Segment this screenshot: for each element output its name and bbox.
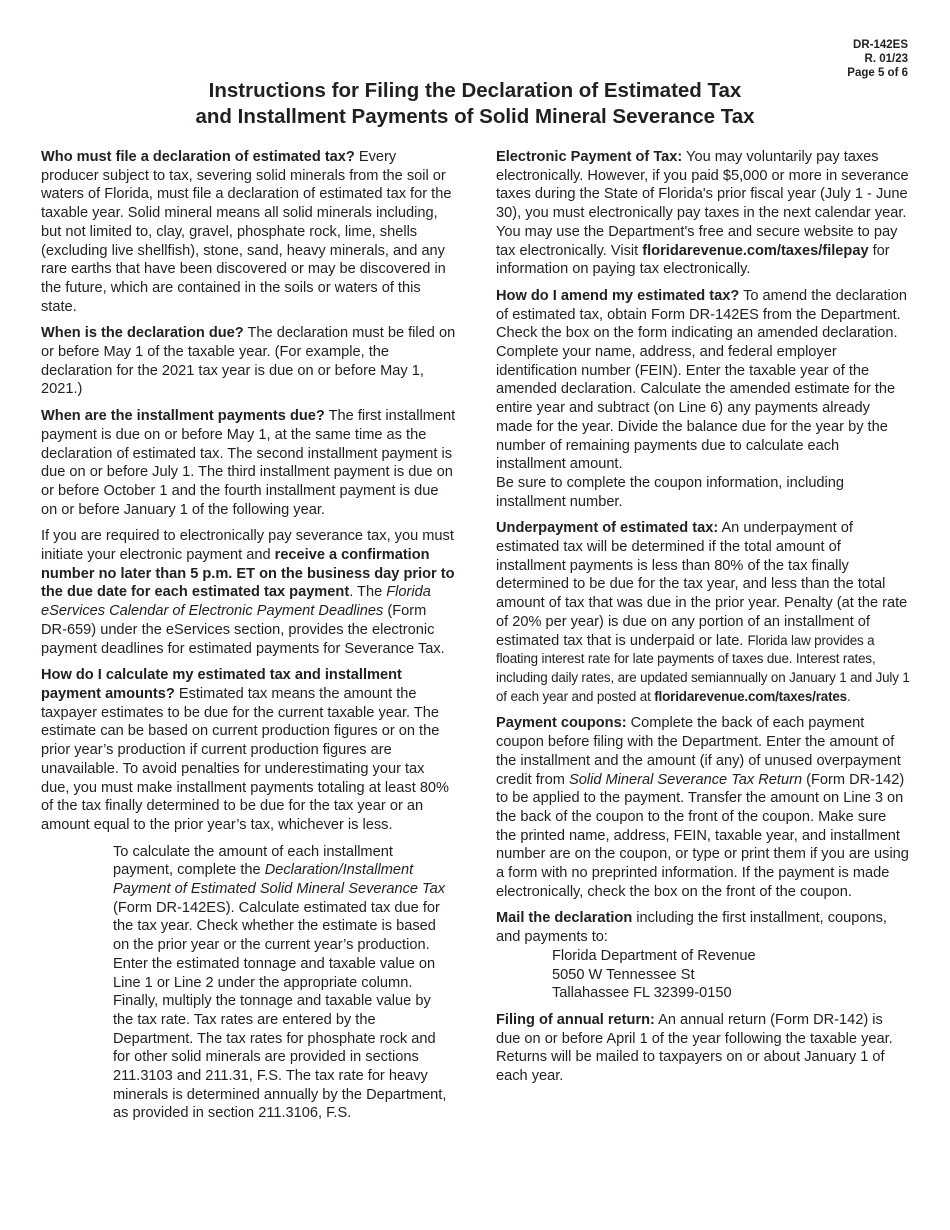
who-must-file-heading: Who must file a declaration of estimated tax? (41, 149, 355, 165)
address-line-2: 5050 W Tennessee St (552, 966, 695, 983)
page-title (0, 78, 950, 130)
rates-link[interactable]: floridarevenue.com/taxes/rates (654, 688, 847, 704)
calculate-estimate-heading: How do I calculate my estimated tax and installment payment amounts? (41, 667, 402, 702)
declaration-due-heading: When is the declaration due? (41, 325, 244, 342)
electronic-deadline-text-2: . The (349, 584, 387, 601)
return-form-title: Solid Mineral Severance Tax Return (568, 771, 803, 788)
installment-calculation-section (113, 843, 453, 1124)
right-column (496, 148, 910, 1094)
form-number: DR-142ES (853, 39, 908, 51)
declaration-due-section (41, 324, 456, 399)
payment-coupons-heading: Payment coupons: (496, 715, 627, 732)
annual-return-text: An annual return (Form DR-142) is due on or before April 1 of the year following the taxable year. Returns will be mailed to taxpayers on or about January 1 of each year. (496, 1011, 893, 1085)
page-number: Page 5 of 6 (847, 67, 908, 79)
mailing-section (496, 909, 910, 1003)
electronic-payment-text-2: for information on paying tax electronically. (496, 242, 890, 278)
installments-due-section (41, 407, 456, 519)
amend-heading: How do I amend my estimated tax? (496, 287, 740, 304)
payment-coupons-text-1: Complete the back of each payment coupon before filing with the Department. Enter the amount of the installment and the amount (if any) of unused overpayment credit from (496, 715, 901, 788)
eservices-calendar-title: Florida eServices Calendar of Electronic Payment Deadlines (41, 584, 431, 620)
address-line-3: Tallahassee FL 32399-0150 (552, 985, 732, 1002)
electronic-payment-text-1: You may voluntarily pay taxes electronically. However, if you paid $5,000 or more in severance taxes during the State of Florida's prior fiscal year (July 1 - June 30), you must electronically pay taxes in the next calendar year. You may use the Department's free and secure website to pay tax electronically. Visit (496, 149, 909, 259)
left-column (41, 148, 456, 1131)
filepay-link[interactable]: floridarevenue.com/taxes/filepay (642, 242, 869, 259)
declaration-form-title: Declaration/Installment Payment of Estimated Solid Mineral Severance Tax (113, 862, 446, 898)
underpayment-text: An underpayment of estimated tax will be determined if the total amount of installment payments is less than 80% of the tax finally determined to be due for the tax year, and less than the total amount of tax that was due in the prior year. Penalty (at the rate of 20% per year) is due on any portion of an installment of estimated tax that is underpaid or late. (496, 520, 908, 649)
title-line-2: and Installment Payments of Solid Mineral Severance Tax (195, 105, 755, 128)
address-line-1: Florida Department of Revenue (552, 947, 756, 964)
amend-text: To amend the declaration of estimated tax, obtain Form DR-142ES from the Department. Check the box on the form indicating an amended declaration. Complete your name, address, and federal employer identification number (FEIN). Enter the taxable year of the amended declaration. Calculate the amended estimate for the entire year and subtract (on Line 6) any payments already made for the year. Divide the balance due for the year by the number of remaining payments due to calculate each installment amount. (496, 287, 907, 473)
installment-calculation-text-2: (Form DR-142ES). Calculate estimated tax due for the tax year. Check whether the estimate is based on the prior year or the current year’s production. Enter the estimated tonnage and taxable value on Line 1 or Line 2 under the appropriate column. Finally, multiply the tonnage and taxable value by the tax rate. Tax rates are entered by the Department. The tax rates for phosphate rock and for other solid minerals are provided in sections 211.3103 and 211.31, F.S. The tax rate for heavy minerals is determined annually by the Department, as provided in section 211.3106, F.S. (113, 899, 447, 1122)
interest-rate-end: . (846, 688, 851, 704)
amend-section (496, 287, 910, 511)
annual-return-heading: Filing of annual return: (496, 1011, 655, 1028)
electronic-payment-heading: Electronic Payment of Tax: (496, 149, 683, 165)
electronic-deadline-text-1: If you are required to electronically pay severance tax, you must initiate your electronic payment and (41, 528, 454, 564)
calculate-estimate-text: Estimated tax means the amount the taxpayer estimates to be due for the current taxable year. The estimate can be based on current production figures or on the prior year’s production if current production figures are unavailable. To avoid penalties for underestimating your tax due, you must make installment payments totaling at least 80% of the tax finally determined to be due for the tax year or an amount equal to the prior year’s tax, whichever is less. (41, 685, 450, 833)
electronic-deadline-section (41, 527, 456, 658)
amend-coupon-note: Be sure to complete the coupon information, including installment number. (496, 474, 845, 510)
electronic-payment-section (496, 148, 910, 279)
declaration-due-text: The declaration must be filed on or before May 1 of the taxable year. (For example, the declaration for the 2021 tax year is due on or before May 1, 2021.) (41, 325, 456, 398)
mailing-text: including the first installment, coupons, and payments to: (496, 910, 887, 946)
electronic-deadline-text-3: (Form DR-659) under the eServices section, provides the electronic payment deadlines for estimated payments for Severance Tax. (41, 603, 445, 657)
payment-coupons-section (496, 714, 910, 901)
title-line-1: Instructions for Filing the Declaration of Estimated Tax (208, 79, 742, 102)
revision-date: R. 01/23 (864, 53, 908, 65)
form-identifier (847, 38, 908, 80)
installments-due-text: The first installment payment is due on or before May 1, at the same time as the declaration of estimated tax. The second installment payment is due on or before July 1. The third installment payment is due on or before October 1 and the fourth installment payment is due on or before January 1 of the following year. (41, 408, 456, 518)
mailing-heading: Mail the declaration (496, 910, 633, 927)
underpayment-section (496, 519, 910, 706)
who-must-file-section (41, 148, 456, 316)
electronic-deadline-bold: receive a confirmation number no later than 5 p.m. ET on the business day prior to the due date for each estimated tax payment (41, 547, 455, 601)
calculate-estimate-section (41, 666, 456, 834)
annual-return-section (496, 1011, 910, 1086)
payment-coupons-text-2: (Form DR-142) to be applied to the payment. Transfer the amount on Line 3 on the back of the coupon to the front of the coupon. Make sure the printed name, address, FEIN, taxable year, and installment number are on the coupon, or type or print them if you are using a form with no preprinted information. If the payment is made electronically, check the box on the front of the coupon. (496, 771, 909, 900)
who-must-file-text: Every producer subject to tax, severing solid minerals from the soil or waters of Florida, must file a declaration of estimated tax for the taxable year. Solid mineral means all solid minerals including, but not limited to, clay, gravel, phosphate rock, lime, shells (excluding live shellfish), stone, sand, heavy minerals, and any rare earths that have been discovered or may be discovered in the future, which are contained in the soils or waters of this state. (41, 149, 452, 315)
installment-calculation-text-1: To calculate the amount of each installment payment, complete the (113, 843, 393, 879)
interest-rate-text: Florida law provides a floating interest rate for late payments of taxes due. Interest rates, including daily rates, are updated semiannually on January 1 and July 1 of each year and posted at (496, 632, 910, 704)
installments-due-heading: When are the installment payments due? (41, 408, 325, 425)
underpayment-heading: Underpayment of estimated tax: (496, 520, 719, 537)
